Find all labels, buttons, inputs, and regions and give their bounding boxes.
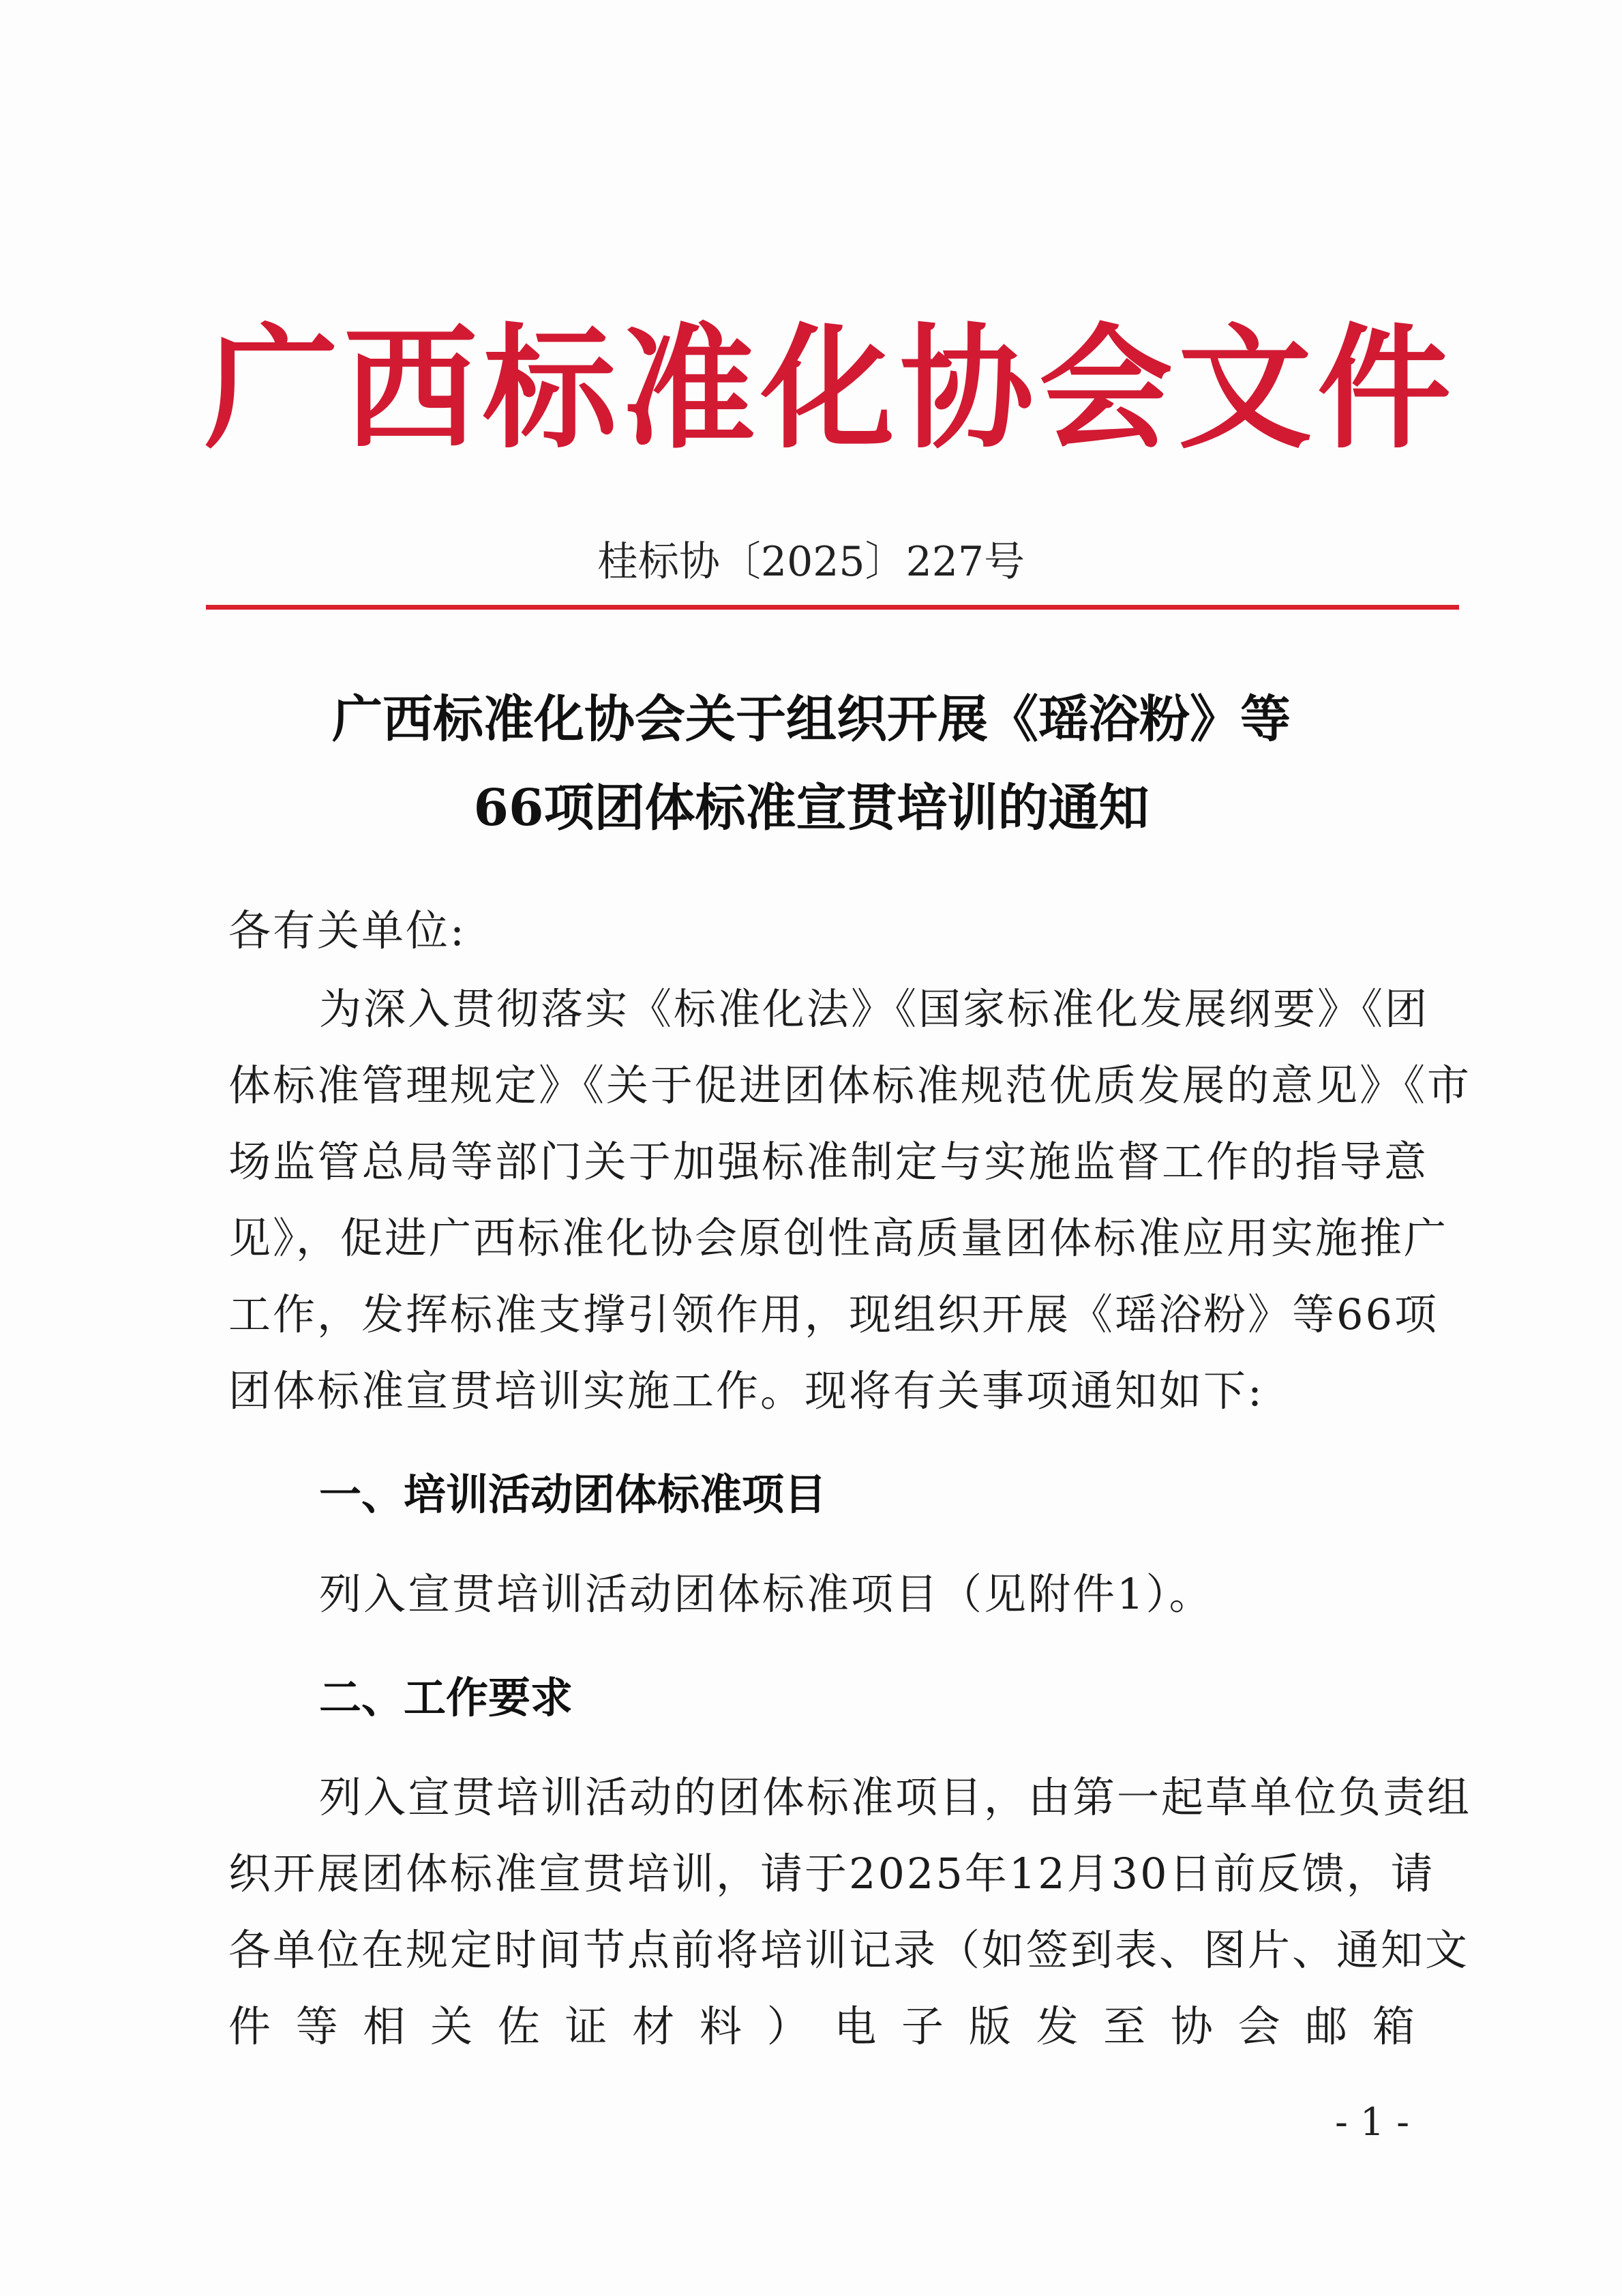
section-2-line-2: 织开展团体标准宣贯培训，请于2025年12月30日前反馈，请	[228, 1849, 1435, 1898]
intro-line-6: 团体标准宣贯培训实施工作。现将有关事项通知如下:	[228, 1366, 1264, 1416]
section-2-line-4: 件等相关佐证材料）电子版发至协会邮箱	[228, 2001, 1428, 2051]
document-number: 桂标协〔2025〕227号	[597, 538, 1025, 586]
intro-line-4: 见》，促进广西标准化协会原创性高质量团体标准应用实施推广	[228, 1213, 1449, 1263]
intro-line-1: 为深入贯彻落实《标准化法》《国家标准化发展纲要》《团	[319, 984, 1430, 1034]
section-2-line-3: 各单位在规定时间节点前将培训记录（如签到表、图片、通知文	[228, 1925, 1470, 1975]
section-1-heading: 一、培训活动团体标准项目	[319, 1470, 827, 1519]
notice-title-line-1: 广西标准化协会关于组织开展《瑶浴粉》等	[332, 690, 1291, 749]
section-2-heading: 二、工作要求	[319, 1673, 573, 1723]
page-number: - 1 -	[1335, 2100, 1410, 2145]
intro-line-3: 场监管总局等部门关于加强标准制定与实施监督工作的指导意	[228, 1137, 1428, 1187]
section-2-line-1: 列入宣贯培训活动的团体标准项目，由第一起草单位负责组	[319, 1772, 1472, 1822]
intro-line-5: 工作，发挥标准支撑引领作用，现组织开展《瑶浴粉》等66项	[228, 1289, 1439, 1339]
notice-title-line-2: 66项团体标准宣贯培训的通知	[473, 779, 1150, 837]
intro-line-2: 体标准管理规定》《关于促进团体标准规范优质发展的意见》《市	[228, 1060, 1472, 1110]
salutation: 各有关单位:	[228, 906, 466, 955]
masthead-title: 广西标准化协会文件	[205, 310, 1457, 467]
red-divider-rule	[206, 605, 1459, 610]
section-1-text: 列入宣贯培训活动团体标准项目（见附件1）。	[319, 1569, 1214, 1619]
